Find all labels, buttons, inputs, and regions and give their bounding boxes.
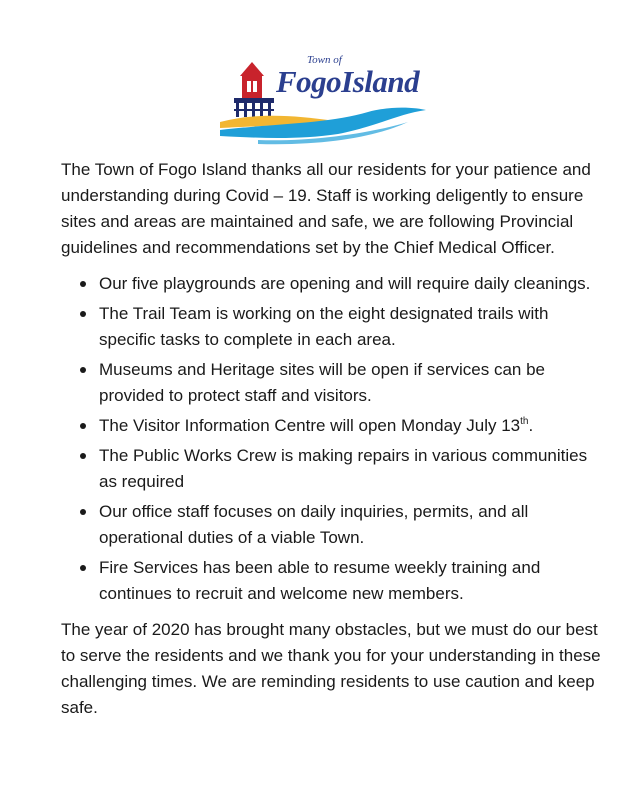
bullet-icon — [80, 423, 86, 429]
list-item — [61, 271, 601, 297]
logo-town-of-text: Town of — [307, 54, 342, 66]
list-item-period: . — [528, 416, 534, 435]
list-item-text: The Visitor Information Centre will open Monday July 13 — [99, 416, 521, 435]
list-item-text: Museums and Heritage sites will be open if services can be provided to protect staff and visitors. — [99, 360, 545, 405]
bullet-icon — [80, 281, 86, 287]
list-item — [61, 413, 601, 439]
town-logo — [218, 50, 428, 150]
list-item-text: The Public Works Crew is making repairs in various communities as required — [99, 446, 588, 491]
notice-body — [61, 157, 601, 721]
list-item-text: The Trail Team is working on the eight designated trails with specific tasks to complete in each area. — [99, 304, 549, 349]
list-item — [61, 301, 601, 353]
list-item — [61, 357, 601, 409]
bullet-icon — [80, 453, 86, 459]
ordinal-suffix: th — [520, 416, 529, 427]
list-item-text: Fire Services has been able to resume weekly training and continues to recruit and welcome new members. — [99, 558, 541, 603]
update-list — [61, 271, 601, 607]
bullet-icon — [80, 509, 86, 515]
bullet-icon — [80, 367, 86, 373]
list-item-text: Our five playgrounds are opening and will require daily cleanings. — [99, 274, 591, 293]
list-item — [61, 555, 601, 607]
list-item — [61, 443, 601, 495]
list-item-text: Our office staff focuses on daily inquiries, permits, and all operational duties of a viable Town. — [99, 502, 529, 547]
closing-paragraph: The year of 2020 has brought many obstacles, but we must do our best to serve the residents and we thank you for your understanding in these challenging times. We are reminding residents to use caution and keep safe. — [61, 620, 601, 717]
intro-paragraph: The Town of Fogo Island thanks all our residents for your patience and understanding during Covid – 19. Staff is working deligently to ensure sites and areas are maintained and safe, we are following Provincial guidelines and recommendations set by the Chief Medical Officer. — [61, 160, 591, 257]
logo-wordmark: FogoIsland — [276, 64, 420, 99]
list-item — [61, 499, 601, 551]
bullet-icon — [80, 311, 86, 317]
bullet-icon — [80, 565, 86, 571]
